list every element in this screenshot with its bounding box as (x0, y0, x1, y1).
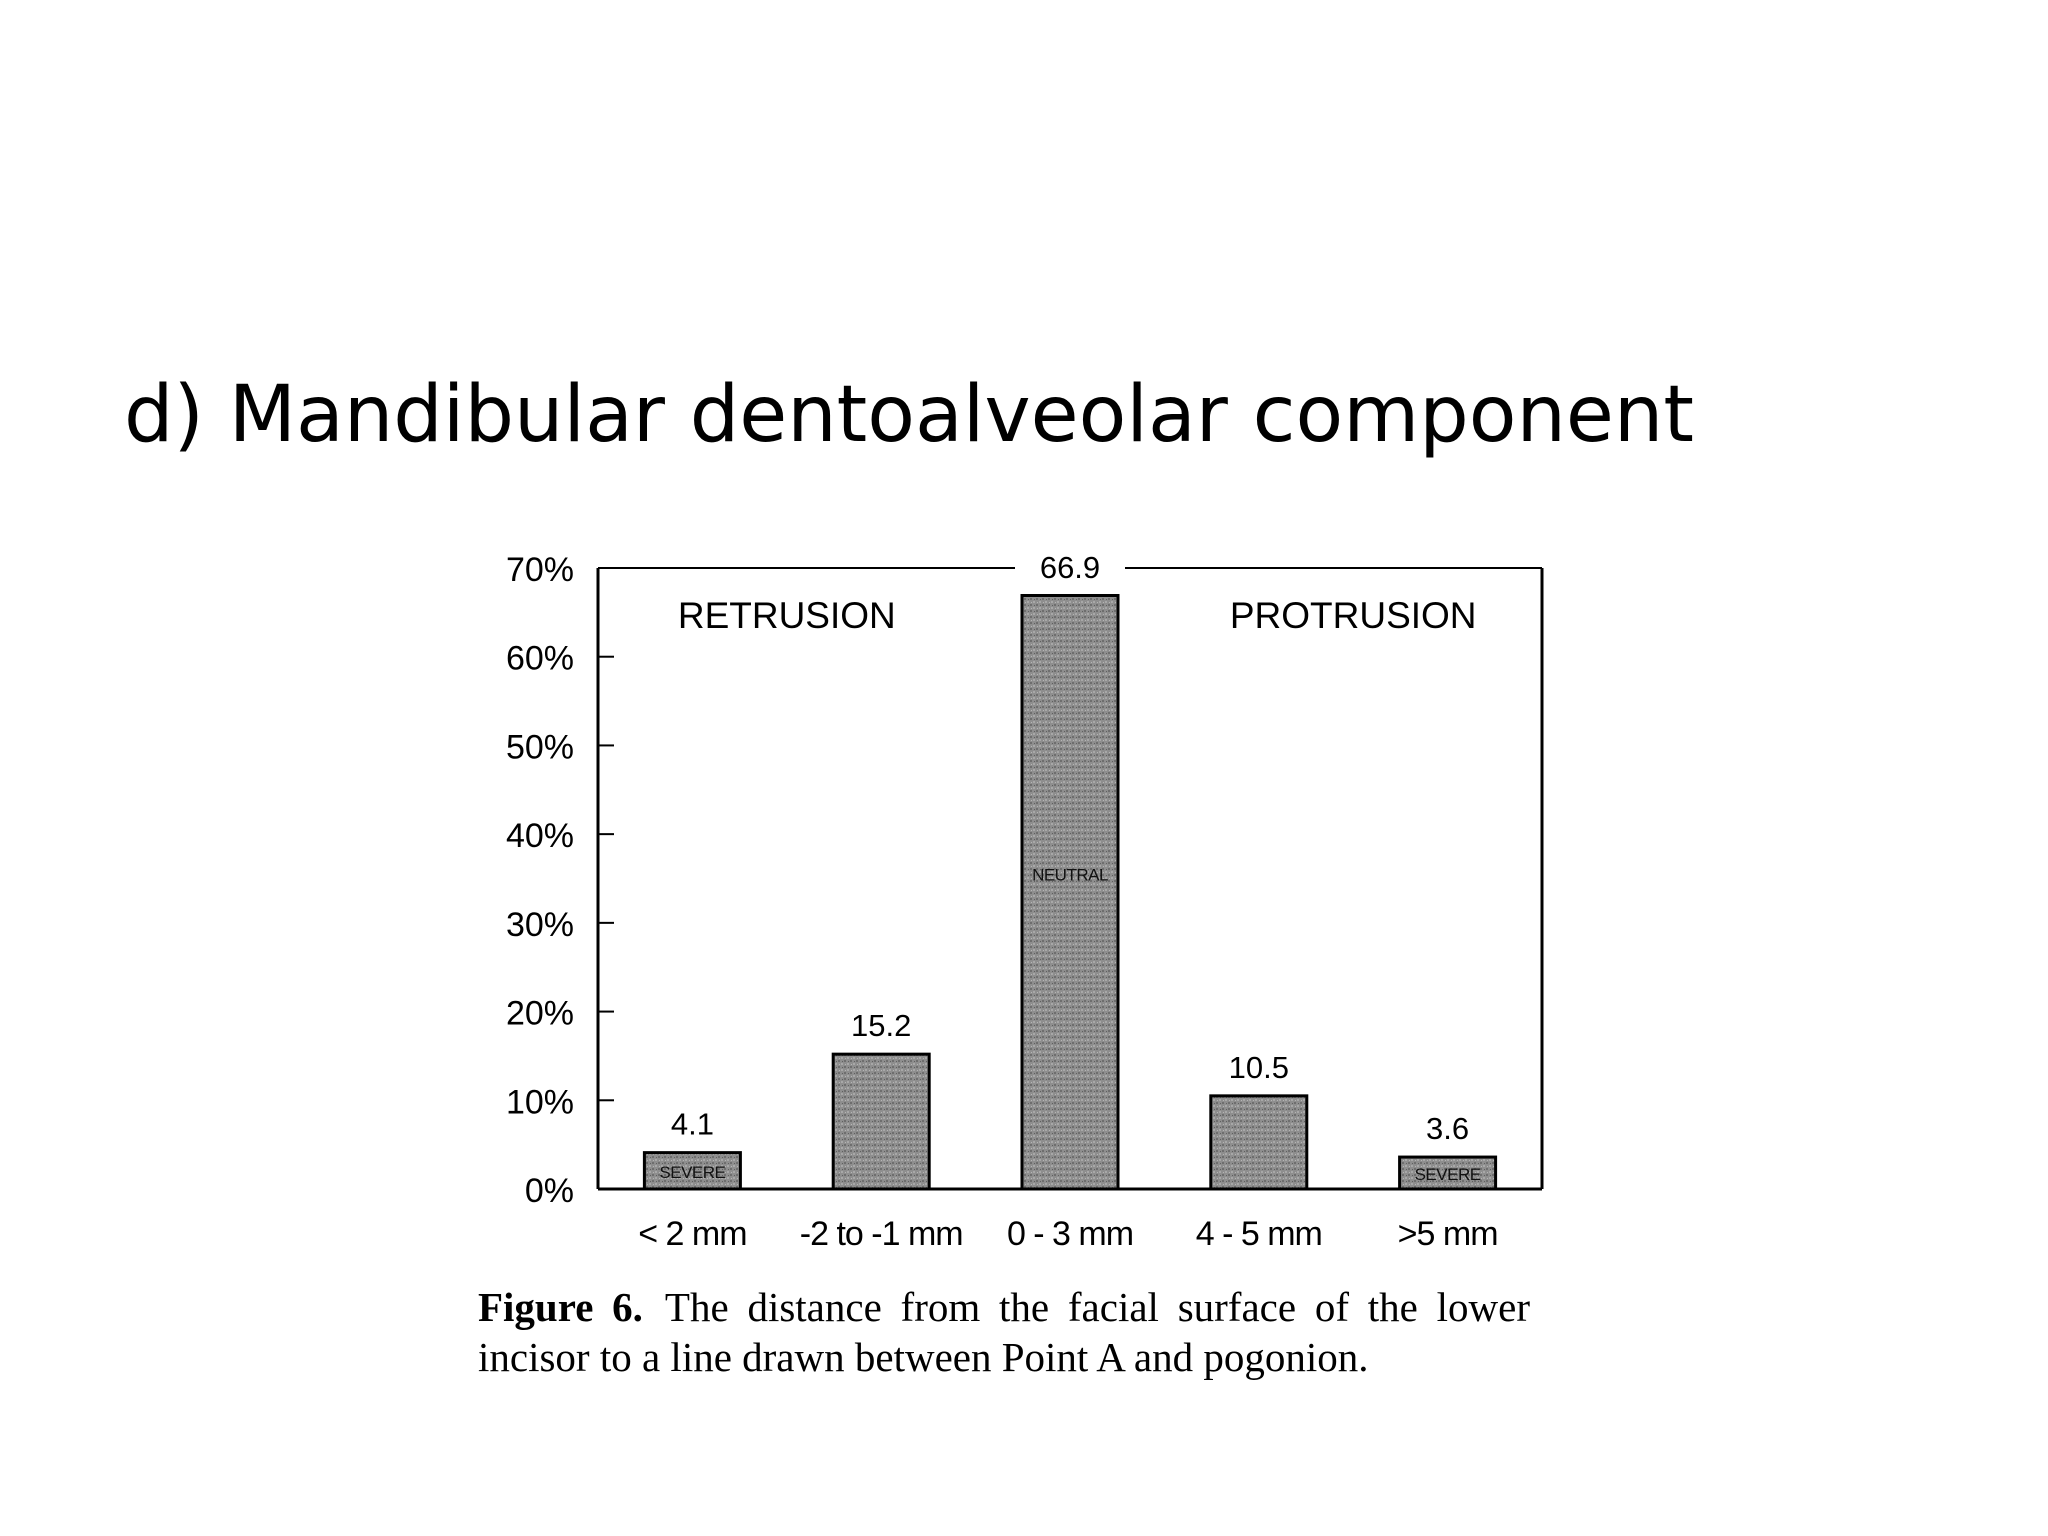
y-tick-label: 0% (524, 1172, 574, 1210)
x-tick-label: 4 - 5 mm (1195, 1215, 1322, 1253)
bar (833, 1054, 929, 1189)
figure-label: Figure 6. (478, 1284, 643, 1330)
bar-value-label: 3.6 (1426, 1111, 1470, 1147)
bar-value-label: 4.1 (670, 1106, 714, 1142)
y-tick-label: 50% (505, 728, 574, 767)
y-tick-label: 10% (505, 1083, 574, 1122)
bar-tag-label: SEVERE (1414, 1165, 1481, 1185)
bar (1022, 596, 1118, 1189)
bars (644, 596, 1495, 1189)
bar-value-label: 66.9 (1039, 550, 1101, 585)
x-tick-label: 0 - 3 mm (1006, 1215, 1134, 1253)
figure-caption-text: The distance from the facial surface of the lower incisor to a line drawn between Point A and pogonion. (478, 1284, 1530, 1380)
bar-chart (460, 520, 1560, 1260)
bar-tag-label: SEVERE (659, 1162, 726, 1182)
figure-caption (478, 1282, 1530, 1382)
x-tick-label: < 2 mm (638, 1215, 747, 1253)
slide-title: d) Mandibular dentoalveolar component (124, 370, 1694, 460)
y-tick-label: 40% (505, 817, 574, 856)
y-tick-label: 30% (505, 905, 574, 944)
x-tick-label: -2 to -1 mm (799, 1215, 963, 1253)
retrusion-label: RETRUSION (677, 595, 896, 636)
protrusion-label: PROTRUSION (1229, 595, 1477, 636)
y-tick-label: 20% (505, 994, 574, 1033)
bar-value-label: 15.2 (851, 1008, 912, 1044)
chart-svg (460, 520, 1560, 1260)
bar-tag-label: NEUTRAL (1032, 865, 1108, 885)
x-tick-label: >5 mm (1397, 1215, 1498, 1253)
y-tick-label: 60% (505, 639, 574, 678)
bar-value-label: 10.5 (1228, 1049, 1289, 1085)
y-tick-label: 70% (505, 551, 574, 589)
bar (1211, 1096, 1307, 1189)
